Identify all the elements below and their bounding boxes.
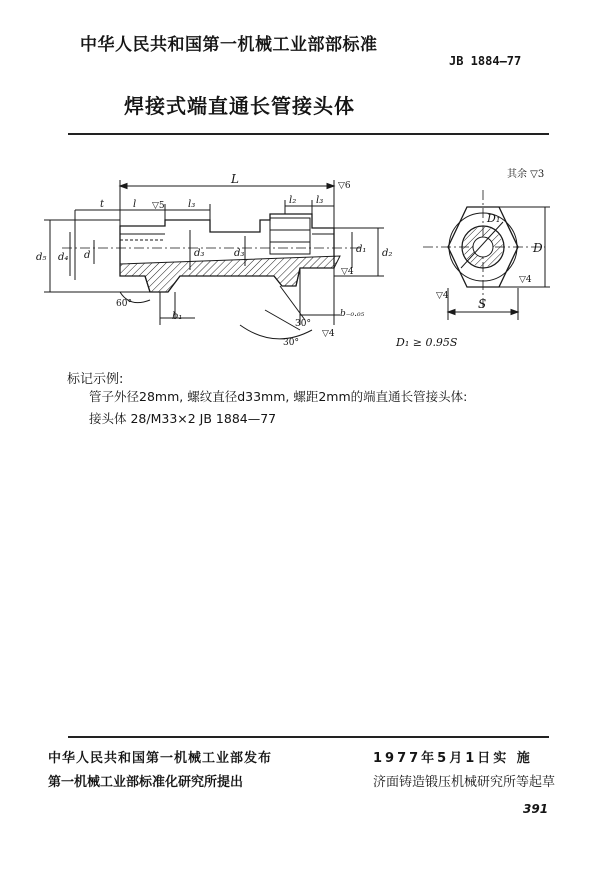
angle-30-lower: 30° [283,338,299,348]
dim-d4: d₄ [58,252,69,263]
ministry-header: 中华人民共和国第一机械工业部部标准 [80,35,378,55]
example-heading: 标记示例: [67,372,124,387]
example-description: 管子外径28mm, 螺纹直径d33mm, 螺距2mm的端直通长管接头体: [89,389,468,404]
drafting-organization: 济面铸造锻压机械研究所等起草 [373,775,556,790]
dim-l2: l₂ [289,195,297,206]
example-mark: 接头体 28/M33×2 JB 1884—77 [89,411,277,426]
effective-date: 1977年5月1日实 施 [373,751,533,766]
standard-number: JB 1884—77 [449,54,522,68]
roughness-4-right: ▽4 [341,267,354,277]
dim-d2: d₂ [382,248,393,259]
dim-D1: D₁ [487,212,501,225]
angle-60: 60° [116,299,132,309]
footer-publisher: 中华人民共和国第一机械工业部发布 [48,751,273,766]
angle-30-upper: 30° [295,319,311,329]
dim-l: l [133,199,137,210]
footer-rule [68,736,549,738]
dim-b: b₋₀.₀₅ [340,309,365,319]
page-number: 391 [523,802,549,816]
roughness-4-hex-left: ▽4 [436,291,449,301]
dim-l3-left: l₃ [188,199,196,210]
dim-D: D [533,241,543,255]
formula-D1: D₁ ≥ 0.95S [396,336,458,349]
dim-d1: d₁ [356,244,367,255]
dim-d5: d₅ [36,252,47,263]
roughness-4-hex-right: ▽4 [519,275,532,285]
header-rule [68,133,549,135]
dim-l3-right: l₃ [316,195,324,206]
dim-d3: d₃ [194,248,205,259]
technical-drawing [0,160,600,360]
document-title: 焊接式端直通长管接头体 [124,94,355,118]
dim-S: S [478,297,487,311]
roughness-note: 其余 ▽3 [507,169,545,180]
dim-b1: b₁ [172,311,183,322]
dim-d: d [84,250,91,261]
roughness-6: ▽6 [338,181,351,191]
roughness-5: ▽5 [152,201,165,211]
footer-drafter: 第一机械工业部标准化研究所提出 [48,775,244,790]
dim-d3-inner: d₃ [234,248,245,259]
dim-t: t [100,199,105,210]
roughness-4-bottom: ▽4 [322,329,335,339]
dim-L: L [231,172,239,186]
